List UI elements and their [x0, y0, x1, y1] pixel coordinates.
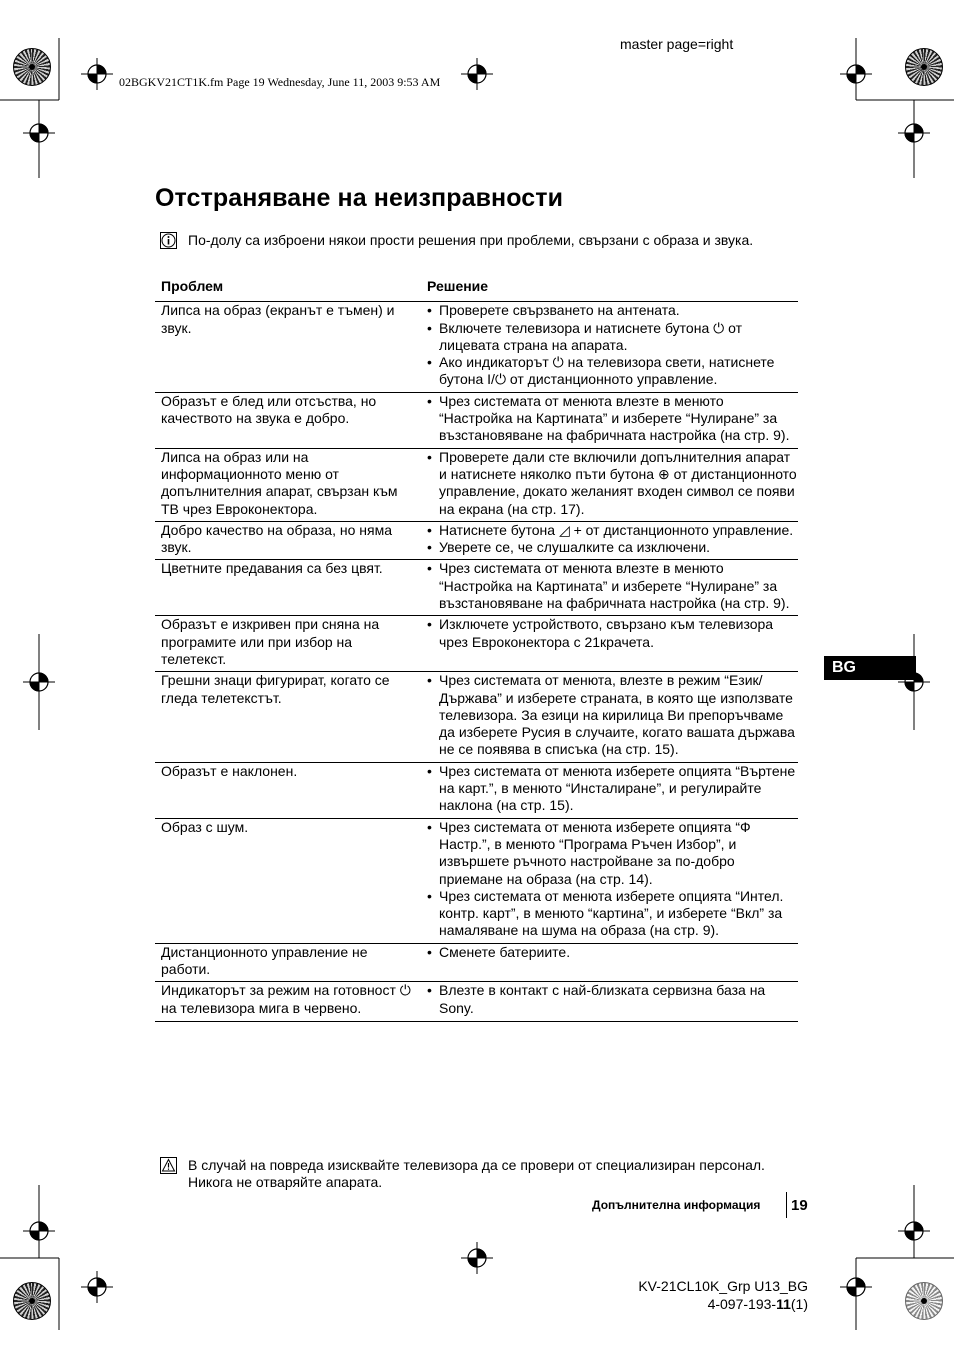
page-title: Отстраняване на неизправности [155, 184, 564, 212]
problem-cell: Цветните предавания са без цвят. [155, 560, 421, 616]
solution-item: • Чрез системата от менюта влезте в менюто “Настройка на Картината” и изберете “Нулиране” за възстановяване на фабричната настройка (на стр. 9). [427, 393, 798, 445]
column-header-problem: Проблем [161, 278, 224, 294]
language-tab: BG [824, 656, 916, 680]
problem-cell: Образът е блед или отсъства, но качеството на звука е добро. [155, 392, 421, 448]
solution-list [427, 672, 798, 758]
solution-item: • Включете телевизора и натиснете бутона ⏻ от лицевата страна на апарата. [427, 320, 798, 355]
model-info [638, 1277, 808, 1313]
table-row [155, 616, 798, 672]
solution-cell [421, 943, 798, 982]
solution-item: • Изключете устройството, свързано към телевизора чрез Евроконектора с 21крачета. [427, 616, 798, 651]
solution-cell [421, 982, 798, 1022]
footer-divider [786, 1192, 787, 1218]
solution-cell [421, 762, 798, 818]
solution-cell [421, 560, 798, 616]
solution-item: • Чрез системата от менюта изберете опцията “Ф Настр.”, в менюто “Програма Ръчен Избор”, и извършете ръчното настройване за по-добро приемане на образа (на стр. 14). [427, 819, 798, 888]
warning-note [160, 1157, 790, 1193]
problem-cell: Добро качество на образа, но няма звук. [155, 521, 421, 560]
column-header-solution: Решение [427, 278, 489, 294]
solution-item: • Чрез системата от менюта влезте в менюто “Настройка на Картината” и изберете “Нулиране” за възстановяване на фабричната настройка (на стр. 9). [427, 560, 798, 612]
solution-item: • Проверете свързването на антената. [427, 302, 798, 319]
solution-list [427, 393, 798, 445]
table-row [155, 302, 798, 392]
table-row [155, 560, 798, 616]
table-row [155, 943, 798, 982]
problem-cell: Дистанционното управление не работи. [155, 943, 421, 982]
problem-cell: Грешни знаци фигурират, когато се гледа телетекстът. [155, 672, 421, 762]
solution-list [427, 763, 798, 815]
solution-cell [421, 616, 798, 672]
solution-item: • Натиснете бутона ◿ + от дистанционното управление. [427, 522, 798, 539]
table-row [155, 982, 798, 1022]
solution-list [427, 616, 798, 651]
solution-cell [421, 521, 798, 560]
table-row [155, 392, 798, 448]
table-row [155, 818, 798, 943]
page-number: 19 [791, 1197, 808, 1214]
solution-cell [421, 672, 798, 762]
solution-list [427, 819, 798, 940]
problem-cell: Образът е наклонен. [155, 762, 421, 818]
table-row [155, 448, 798, 521]
solution-item: • Ако индикаторът ⏻ на телевизора свети, натиснете бутона I/⏻ от дистанционното управление. [427, 354, 798, 389]
warning-note-text: В случай на повреда изисквайте телевизора да се провери от специализиран персонал. Никога не отваряйте апарата. [188, 1157, 765, 1190]
master-page-label: master page=right [620, 36, 734, 52]
solution-item: • Чрез системата от менюта изберете опцията “Интел. контр. карт”, в менюто “картина”, и изберете “Вкл” за намаляване на шума на образа (на стр. 9). [427, 888, 798, 940]
solution-list [427, 302, 798, 388]
solution-cell [421, 302, 798, 392]
solution-list [427, 944, 798, 961]
table-row [155, 521, 798, 560]
solution-list [427, 560, 798, 612]
table-row [155, 672, 798, 762]
info-note [160, 232, 790, 268]
solution-list [427, 449, 798, 518]
problem-cell: Липса на образ или на информационното меню от допълнителния апарат, свързан към ТВ чрез Евроконектора. [155, 448, 421, 521]
solution-cell [421, 448, 798, 521]
warning-icon [160, 1157, 177, 1174]
problem-cell: Образ с шум. [155, 818, 421, 943]
solution-item: • Чрез системата от менюта изберете опцията “Въртене на карт.”, в менюто “Инсталиране”, и регулирайте наклона (на стр. 15). [427, 763, 798, 815]
solution-list [427, 522, 798, 557]
problem-cell: Липса на образ (екранът е тъмен) и звук. [155, 302, 421, 392]
info-icon [160, 232, 177, 249]
solution-item: • Влезте в контакт с най-близката сервизна база на Sony. [427, 982, 798, 1017]
troubleshooting-table [155, 276, 798, 1022]
solution-item: • Уверете се, че слушалките са изключени. [427, 539, 798, 556]
solution-item: • Сменете батериите. [427, 944, 798, 961]
solution-list [427, 982, 798, 1017]
model-name: KV-21CL10K_Grp U13_BG [638, 1278, 808, 1294]
file-info: 02BGKV21CT1K.fm Page 19 Wednesday, June 11, 2003 9:53 AM [119, 75, 441, 89]
info-note-text: По-долу са изброени някои прости решения при проблеми, свързани с образа и звука. [188, 232, 754, 248]
solution-item: • Проверете дали сте включили допълнителния апарат и натиснете няколко пъти бутона ⊕ от дистанционното управление, докато желаният входен символ се появи на екрана (на стр. 17). [427, 449, 798, 518]
table-header-row [155, 276, 798, 302]
problem-cell: Индикаторът за режим на готовност ⏻ на телевизора мига в червено. [155, 982, 421, 1022]
problem-cell: Образът е изкривен при сняна на програмите или при избор на телетекст. [155, 616, 421, 672]
table-body [155, 302, 798, 1022]
part-code: 4-097-193-11(1) [707, 1296, 808, 1312]
solution-cell [421, 818, 798, 943]
solution-cell [421, 392, 798, 448]
footer-section-title: Допълнителна информация [592, 1198, 761, 1212]
solution-item: • Чрез системата от менюта, влезте в режим “Език/Държава” и изберете страната, в която ще използвате телевизора. За езици на кирилица Ви препоръчваме да изберете Русия в случаите, когато вашата държава не се появява в списъка (на стр. 15). [427, 672, 798, 758]
table-row [155, 762, 798, 818]
